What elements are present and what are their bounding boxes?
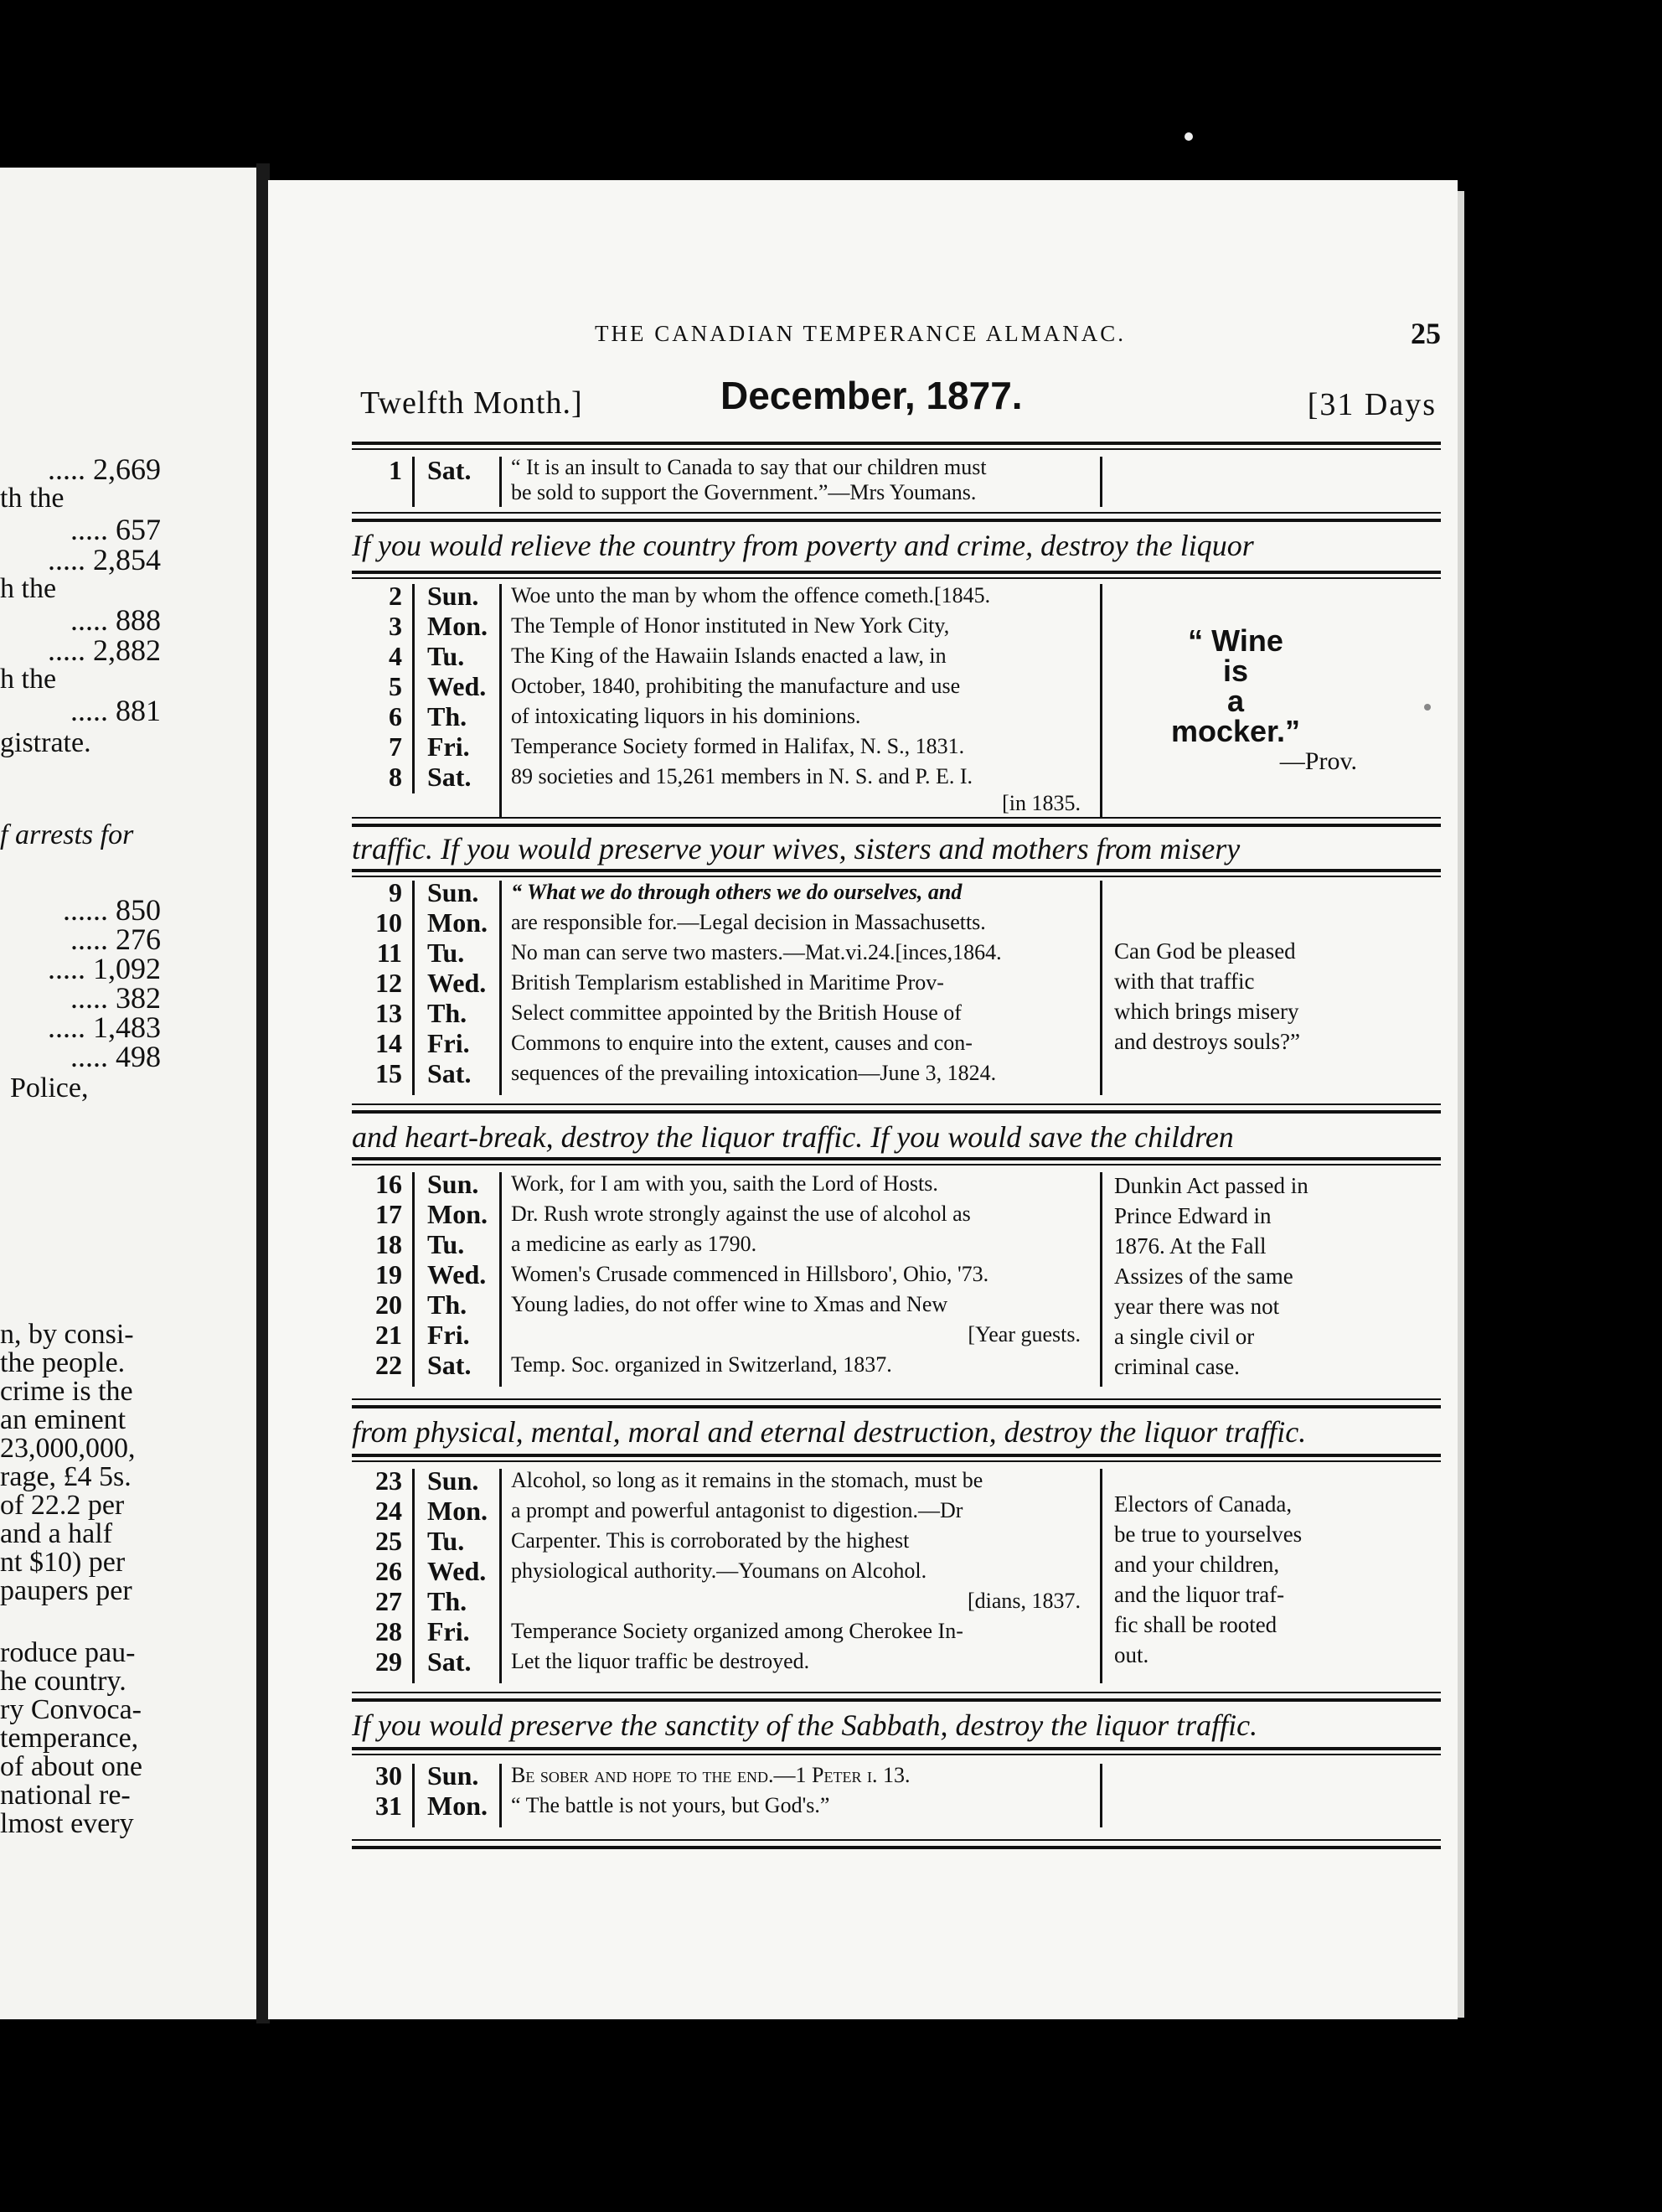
rule (352, 1692, 1441, 1693)
day-name: Sun. (427, 1465, 479, 1496)
prose-line: paupers per (0, 1575, 132, 1606)
temperance-band: If you would relieve the country from poverty and crime, destroy the liquor (352, 529, 1254, 562)
left-stat: ..... 888 (70, 603, 161, 637)
running-header (595, 317, 1441, 350)
side-line: which brings misery (1114, 999, 1299, 1024)
prose-line: 23,000,000, (0, 1433, 136, 1464)
day-name: Mon. (427, 907, 488, 938)
left-stat: th the (0, 483, 65, 514)
entry-line: No man can serve two masters.—Mat.vi.24.[inces,1864. (511, 940, 1002, 964)
rule (352, 1110, 1441, 1114)
side-line: a single civil or (1114, 1324, 1255, 1349)
side-quote (1114, 936, 1357, 1057)
day-name: Sun. (427, 877, 479, 907)
entry-line: of intoxicating liquors in his dominions. (511, 704, 861, 728)
entry-line: The King of the Hawaiin Islands enacted a law, in (511, 643, 947, 668)
prose-line: and a half (0, 1518, 113, 1549)
side-quote (1114, 623, 1357, 777)
side-line: Electors of Canada, (1114, 1491, 1293, 1517)
day-name: Fri. (427, 1320, 470, 1350)
side-line: and the liquor traf- (1114, 1582, 1285, 1607)
column-rule (412, 1172, 415, 1387)
side-line: Prince Edward in (1114, 1203, 1272, 1228)
column-rule (499, 881, 502, 1095)
prose-line: the people. (0, 1347, 126, 1378)
entry-line: [Year guests. (968, 1322, 1081, 1346)
entry-line: physiological authority.—Youmans on Alcohol. (511, 1558, 927, 1583)
rule (352, 1405, 1441, 1408)
prose-line: nt $10) per (0, 1547, 126, 1578)
left-stat: h the (0, 573, 57, 604)
entry-line: Woe unto the man by whom the offence cometh.[1845. (511, 583, 991, 607)
entry-line: October, 1840, prohibiting the manufacture and use (511, 674, 961, 698)
day-number: 16 (375, 1169, 402, 1199)
rule (352, 1398, 1441, 1400)
entry-line: “ It is an insult to Canada to say that our children must (511, 455, 987, 479)
day-name: Th. (427, 701, 467, 731)
page-number: 25 (1411, 317, 1441, 350)
day-name: Fri. (427, 1616, 470, 1646)
day-number: 1 (389, 455, 402, 485)
day-number: 26 (375, 1556, 402, 1586)
entry-line: sequences of the prevailing intoxication—June 3, 1824. (511, 1061, 997, 1085)
day-number: 19 (375, 1259, 402, 1289)
arrest-count: ..... 276 (70, 923, 161, 956)
entry-line: The Temple of Honor instituted in New York City, (511, 613, 950, 638)
temperance-band: traffic. If you would preserve your wives, sisters and mothers from misery (352, 832, 1241, 866)
month-ordinal: Twelfth Month.] (360, 385, 583, 421)
entry-line: Work, for I am with you, saith the Lord of Hosts. (511, 1171, 938, 1196)
column-rule (1100, 881, 1102, 1095)
day-number: 30 (375, 1760, 402, 1791)
day-name: Sat. (427, 455, 472, 485)
column-rule (499, 584, 502, 819)
day-number: 15 (375, 1058, 402, 1088)
day-number: 27 (375, 1586, 402, 1616)
month-heading (360, 373, 1437, 423)
side-line: be true to yourselves (1114, 1522, 1303, 1547)
arrests-heading: f arrests for (0, 819, 134, 850)
header-title: THE CANADIAN TEMPERANCE ALMANAC. (595, 321, 1127, 346)
side-note (1114, 1171, 1357, 1382)
side-note (1114, 1489, 1357, 1670)
column-rule (412, 1469, 415, 1683)
rule (352, 1754, 1441, 1755)
day-number: 7 (389, 731, 402, 762)
entry-line: Women's Crusade commenced in Hillsboro', Ohio, '73. (511, 1262, 989, 1286)
day-number: 2 (389, 581, 402, 611)
entry-line: Dr. Rush wrote strongly against the use of alcohol as (511, 1202, 971, 1226)
side-line: and your children, (1114, 1552, 1280, 1577)
almanac-page (268, 180, 1458, 2019)
week-block (352, 1169, 1441, 1395)
rule (352, 519, 1441, 522)
left-stat: ..... 657 (70, 513, 161, 546)
prose-line: national re- (0, 1780, 131, 1811)
arrest-count: ..... 382 (70, 981, 161, 1015)
prose-line: n, by consi- (0, 1319, 134, 1350)
side-line: out. (1114, 1642, 1149, 1667)
column-rule (1100, 584, 1102, 819)
entry-line: Young ladies, do not offer wine to Xmas and New (511, 1292, 948, 1316)
rule (352, 1103, 1441, 1105)
column-rule (412, 584, 415, 793)
side-line: Assizes of the same (1114, 1264, 1293, 1289)
entry-line: be sold to support the Government.”—Mrs Youmans. (511, 480, 977, 504)
prose-line: of 22.2 per (0, 1490, 125, 1521)
arrest-count: ..... 1,092 (48, 952, 161, 985)
left-stat: ..... 2,854 (48, 543, 161, 576)
rule (352, 1698, 1441, 1702)
week-block (352, 455, 1441, 514)
week-block (352, 581, 1441, 828)
day-name: Mon. (427, 1199, 488, 1229)
day-name: Wed. (427, 1259, 487, 1289)
arrest-count: ...... 850 (63, 893, 161, 927)
side-line: a (1226, 684, 1245, 718)
rule (352, 448, 1441, 450)
side-line: —Prov. (1279, 747, 1357, 775)
day-name: Tu. (427, 641, 465, 671)
entry-line: Alcohol, so long as it remains in the stomach, must be (511, 1468, 983, 1492)
side-line: “ Wine (1188, 623, 1283, 658)
side-line: and destroys souls?” (1114, 1029, 1300, 1054)
day-name: Wed. (427, 1556, 487, 1586)
column-rule (1100, 1172, 1102, 1387)
scan-speck (1424, 704, 1431, 711)
day-number: 13 (375, 998, 402, 1028)
column-rule (499, 1764, 502, 1827)
prose-line: ry Convoca- (0, 1694, 142, 1725)
column-rule (1100, 457, 1102, 507)
left-page-fragment (0, 168, 261, 2019)
day-number: 21 (375, 1320, 402, 1350)
day-name: Sat. (427, 1646, 472, 1677)
day-number: 9 (389, 877, 402, 907)
prose-line: of about one (0, 1751, 142, 1782)
prose-line: lmost every (0, 1808, 134, 1839)
entry-line: a prompt and powerful antagonist to digestion.—Dr (511, 1498, 963, 1522)
week-block (352, 877, 1441, 1103)
day-name: Th. (427, 1289, 467, 1320)
column-rule (412, 1764, 415, 1827)
rule (352, 442, 1441, 445)
entry-line: Temperance Society organized among Cherokee In- (511, 1619, 963, 1643)
rule (352, 577, 1441, 579)
day-number: 6 (389, 701, 402, 731)
day-number: 10 (375, 907, 402, 938)
day-count: [31 Days (1307, 387, 1437, 422)
day-name: Sun. (427, 1760, 479, 1791)
month-title: December, 1877. (720, 374, 1023, 417)
column-rule (499, 1172, 502, 1387)
entry-line: [dians, 1837. (967, 1589, 1081, 1613)
left-stat: ..... 2,882 (48, 633, 161, 667)
day-number: 17 (375, 1199, 402, 1229)
column-rule (499, 1469, 502, 1683)
week-block (352, 1760, 1441, 1827)
day-number: 28 (375, 1616, 402, 1646)
entry-line: Temperance Society formed in Halifax, N. S., 1831. (511, 734, 965, 758)
day-name: Sat. (427, 1058, 472, 1088)
day-name: Tu. (427, 1526, 465, 1556)
left-stat: gistrate. (0, 727, 91, 758)
column-rule (1100, 1469, 1102, 1683)
day-number: 3 (389, 611, 402, 641)
rule (352, 817, 1441, 819)
temperance-band: from physical, mental, moral and eternal destruction, destroy the liquor traffic. (352, 1415, 1307, 1449)
prose-line: temperance, (0, 1723, 139, 1754)
day-name: Mon. (427, 611, 488, 641)
entry-line: “ The battle is not yours, but God's.” (511, 1793, 830, 1817)
entry-line: a medicine as early as 1790. (511, 1232, 757, 1256)
day-number: 23 (375, 1465, 402, 1496)
side-line: Can God be pleased (1114, 938, 1296, 964)
entry-line: Carpenter. This is corroborated by the highest (511, 1528, 910, 1553)
rule (352, 512, 1441, 514)
day-name: Th. (427, 1586, 467, 1616)
day-name: Tu. (427, 938, 465, 968)
day-name: Mon. (427, 1791, 488, 1821)
side-line: is (1222, 654, 1249, 688)
rule (352, 869, 1441, 872)
day-number: 5 (389, 671, 402, 701)
rule (352, 571, 1441, 574)
side-line: with that traffic (1114, 969, 1255, 994)
day-name: Fri. (427, 1028, 470, 1058)
temperance-band: If you would preserve the sanctity of the Sabbath, destroy the liquor traffic. (352, 1708, 1258, 1742)
side-line: year there was not (1114, 1294, 1280, 1319)
day-name: Tu. (427, 1229, 465, 1259)
day-number: 25 (375, 1526, 402, 1556)
scan-speck (1185, 132, 1193, 141)
day-number: 14 (375, 1028, 402, 1058)
day-number: 20 (375, 1289, 402, 1320)
left-stat: ..... 2,669 (48, 452, 161, 486)
rule (352, 1460, 1441, 1462)
entry-line: Temp. Soc. organized in Switzerland, 1837. (511, 1352, 892, 1377)
rule (352, 1846, 1441, 1849)
entry-line: [in 1835. (1002, 791, 1081, 815)
day-number: 31 (375, 1791, 402, 1821)
day-name: Th. (427, 998, 467, 1028)
day-number: 8 (389, 762, 402, 792)
column-rule (1100, 1764, 1102, 1827)
column-rule (499, 457, 502, 507)
day-name: Fri. (427, 731, 470, 762)
day-name: Mon. (427, 1496, 488, 1526)
entry-line: Let the liquor traffic be destroyed. (511, 1649, 810, 1673)
day-number: 22 (375, 1350, 402, 1380)
rule (352, 1747, 1441, 1750)
column-rule (412, 457, 415, 507)
prose-line: crime is the (0, 1376, 133, 1407)
entry-line: Be sober and hope to the end.—1 Peter i. 13. (511, 1763, 911, 1787)
entry-line: are responsible for.—Legal decision in Massachusetts. (511, 910, 986, 934)
day-number: 11 (376, 938, 402, 968)
police-label: Police, (10, 1072, 89, 1103)
day-number: 12 (375, 968, 402, 998)
side-line: fic shall be rooted (1114, 1612, 1277, 1637)
rule (352, 824, 1441, 827)
left-stat: ..... 881 (70, 694, 161, 727)
side-line: 1876. At the Fall (1114, 1233, 1267, 1258)
day-name: Sun. (427, 1169, 479, 1199)
side-line: Dunkin Act passed in (1114, 1173, 1308, 1198)
day-number: 24 (375, 1496, 402, 1526)
side-line: mocker.” (1170, 714, 1301, 748)
week-block (352, 1465, 1441, 1692)
entry-line: Commons to enquire into the extent, causes and con- (511, 1031, 973, 1055)
entry-line: 89 societies and 15,261 members in N. S. and P. E. I. (511, 764, 973, 788)
entry-line: Select committee appointed by the British House of (511, 1000, 962, 1025)
day-name: Wed. (427, 671, 487, 701)
column-rule (412, 881, 415, 1095)
temperance-band: and heart-break, destroy the liquor traffic. If you would save the children (352, 1120, 1234, 1154)
day-name: Wed. (427, 968, 487, 998)
arrest-count: ..... 1,483 (48, 1010, 161, 1044)
rule (352, 1839, 1441, 1841)
day-number: 4 (389, 641, 402, 671)
prose-line: rage, £4 5s. (0, 1461, 132, 1492)
entry-line: British Templarism established in Maritime Prov- (511, 970, 944, 995)
rule (352, 1164, 1441, 1165)
day-number: 29 (375, 1646, 402, 1677)
rule (352, 1157, 1441, 1160)
day-number: 18 (375, 1229, 402, 1259)
prose-line: he country. (0, 1666, 126, 1697)
prose-line: roduce pau- (0, 1637, 136, 1668)
day-name: Sat. (427, 1350, 472, 1380)
rule (352, 1454, 1441, 1457)
arrest-count: ..... 498 (70, 1040, 161, 1073)
entry-line: “ What we do through others we do ourselves, and (511, 880, 963, 904)
day-name: Sun. (427, 581, 479, 611)
day-name: Sat. (427, 762, 472, 792)
prose-line: an eminent (0, 1404, 126, 1435)
left-stat: h the (0, 664, 57, 695)
side-line: criminal case. (1114, 1354, 1240, 1379)
